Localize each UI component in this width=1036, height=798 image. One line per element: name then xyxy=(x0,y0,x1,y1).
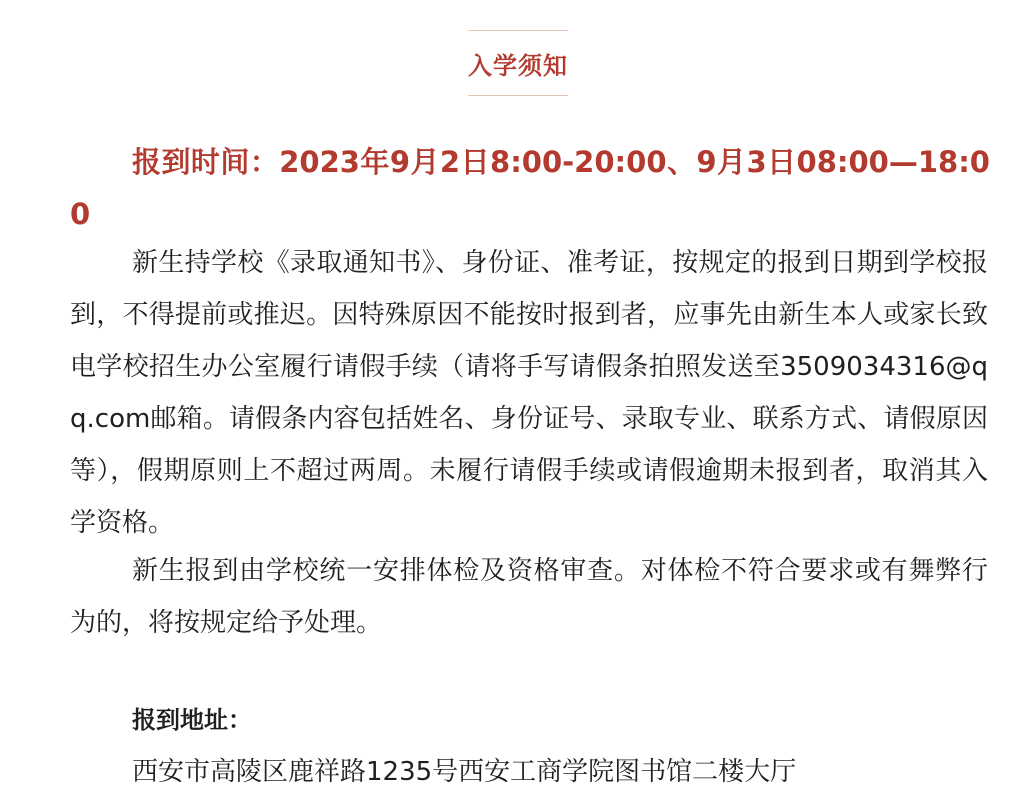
notice-title: 入学须知 xyxy=(468,51,568,80)
title-block xyxy=(468,30,568,96)
health-check-paragraph: 新生报到由学校统一安排体检及资格审查。对体检不符合要求或有舞弊行为的，将按规定给予处理。 xyxy=(70,556,988,638)
registration-address-value: 西安市高陵区鹿祥路1235号西安工商学院图书馆二楼大厅 xyxy=(132,757,797,787)
registration-time-heading: 报到时间：2023年9月2日8:00-20:00、9月3日08:00—18:00 xyxy=(70,145,990,231)
registration-instructions-paragraph: 新生持学校《录取通知书》、身份证、准考证，按规定的报到日期到学校报到，不得提前或推迟。因特殊原因不能按时报到者，应事先由新生本人或家长致电学校招生办公室履行请假手续（请将手写请假条拍照发送至3509034316@qq.com邮箱。请假条内容包括姓名、身份证号、录取专业、联系方式、请假原因等），假期原则上不超过两周。未履行请假手续或请假逾期未报到者，取消其入学资格。 xyxy=(70,248,988,538)
registration-address-label: 报到地址： xyxy=(132,706,252,734)
